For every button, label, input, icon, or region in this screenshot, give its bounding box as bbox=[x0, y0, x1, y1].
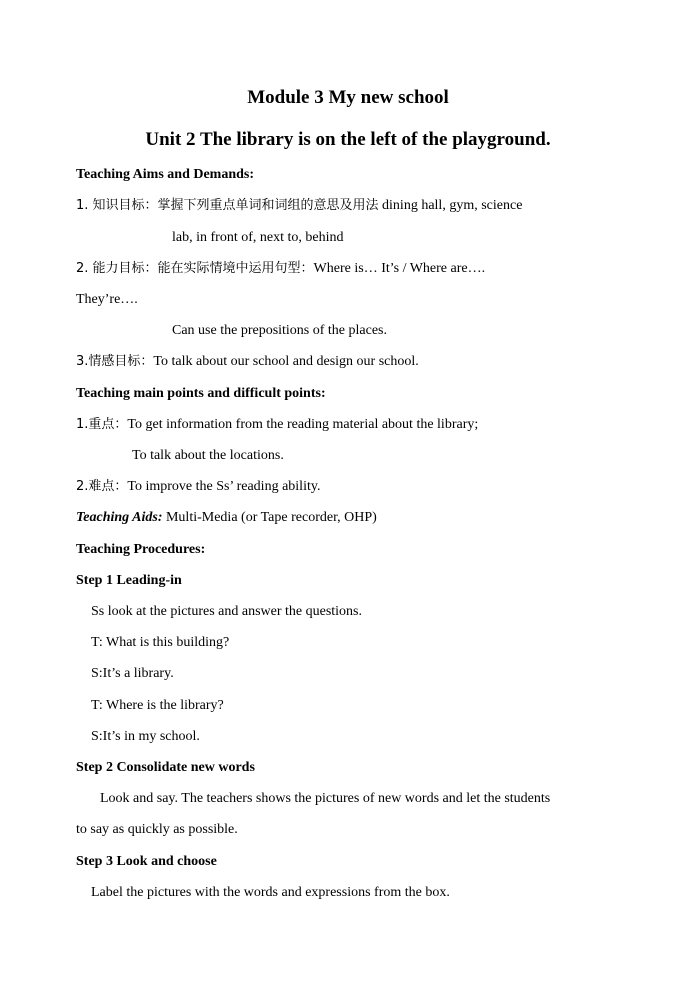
aim-1 bbox=[76, 197, 522, 215]
aim-3-text: To talk about our school and design our school. bbox=[153, 354, 419, 369]
module-title: Module 3 My new school bbox=[247, 87, 449, 108]
aim-1-continued: lab, in front of, next to, behind bbox=[172, 230, 344, 245]
point-1 bbox=[76, 416, 478, 434]
step1-heading: Step 1 Leading-in bbox=[76, 573, 182, 588]
step2-line-1: Look and say. The teachers shows the pictures of new words and let the students bbox=[100, 791, 551, 806]
aids-text: Multi-Media (or Tape recorder, OHP) bbox=[162, 510, 377, 525]
step3-line-1: Label the pictures with the words and expressions from the box. bbox=[91, 885, 450, 900]
point-1-continued: To talk about the locations. bbox=[132, 448, 284, 463]
aim-2 bbox=[76, 260, 485, 278]
points-heading: Teaching main points and difficult points: bbox=[76, 386, 326, 401]
aim-2-label: 2. 能力目标：能在实际情境中运用句型： bbox=[76, 261, 314, 276]
step1-line: S:It’s in my school. bbox=[91, 729, 200, 744]
step2-line-2: to say as quickly as possible. bbox=[76, 822, 238, 837]
point-2-label: 2.难点： bbox=[76, 479, 128, 494]
unit-title: Unit 2 The library is on the left of the playground. bbox=[145, 129, 551, 150]
aim-3-label: 3.情感目标： bbox=[76, 354, 154, 369]
step1-line: Ss look at the pictures and answer the questions. bbox=[91, 604, 363, 619]
point-2 bbox=[76, 478, 320, 496]
step3-heading: Step 3 Look and choose bbox=[76, 854, 217, 869]
step1-line: S:It’s a library. bbox=[91, 666, 174, 681]
teaching-aids bbox=[76, 509, 377, 527]
step1-line: T: What is this building? bbox=[91, 635, 230, 650]
aim-2-continued: They’re…. bbox=[76, 292, 138, 307]
aim-1-label: 1. 知识目标：掌握下列重点单词和词组的意思及用法 bbox=[76, 198, 379, 213]
point-2-text: To improve the Ss’ reading ability. bbox=[127, 479, 321, 494]
procedures-heading: Teaching Procedures: bbox=[76, 542, 206, 557]
step1-line: T: Where is the library? bbox=[91, 698, 224, 713]
aids-label: Teaching Aids: bbox=[76, 510, 163, 525]
aim-3 bbox=[76, 353, 419, 371]
aim-2-text: Where is… It’s / Where are…. bbox=[313, 261, 486, 276]
step2-heading: Step 2 Consolidate new words bbox=[76, 760, 255, 775]
aim-2-extra: Can use the prepositions of the places. bbox=[172, 323, 388, 338]
point-1-label: 1.重点： bbox=[76, 417, 128, 432]
aim-1-text: dining hall, gym, science bbox=[378, 198, 523, 213]
point-1-text: To get information from the reading material about the library; bbox=[127, 417, 479, 432]
aims-heading: Teaching Aims and Demands: bbox=[76, 167, 255, 182]
